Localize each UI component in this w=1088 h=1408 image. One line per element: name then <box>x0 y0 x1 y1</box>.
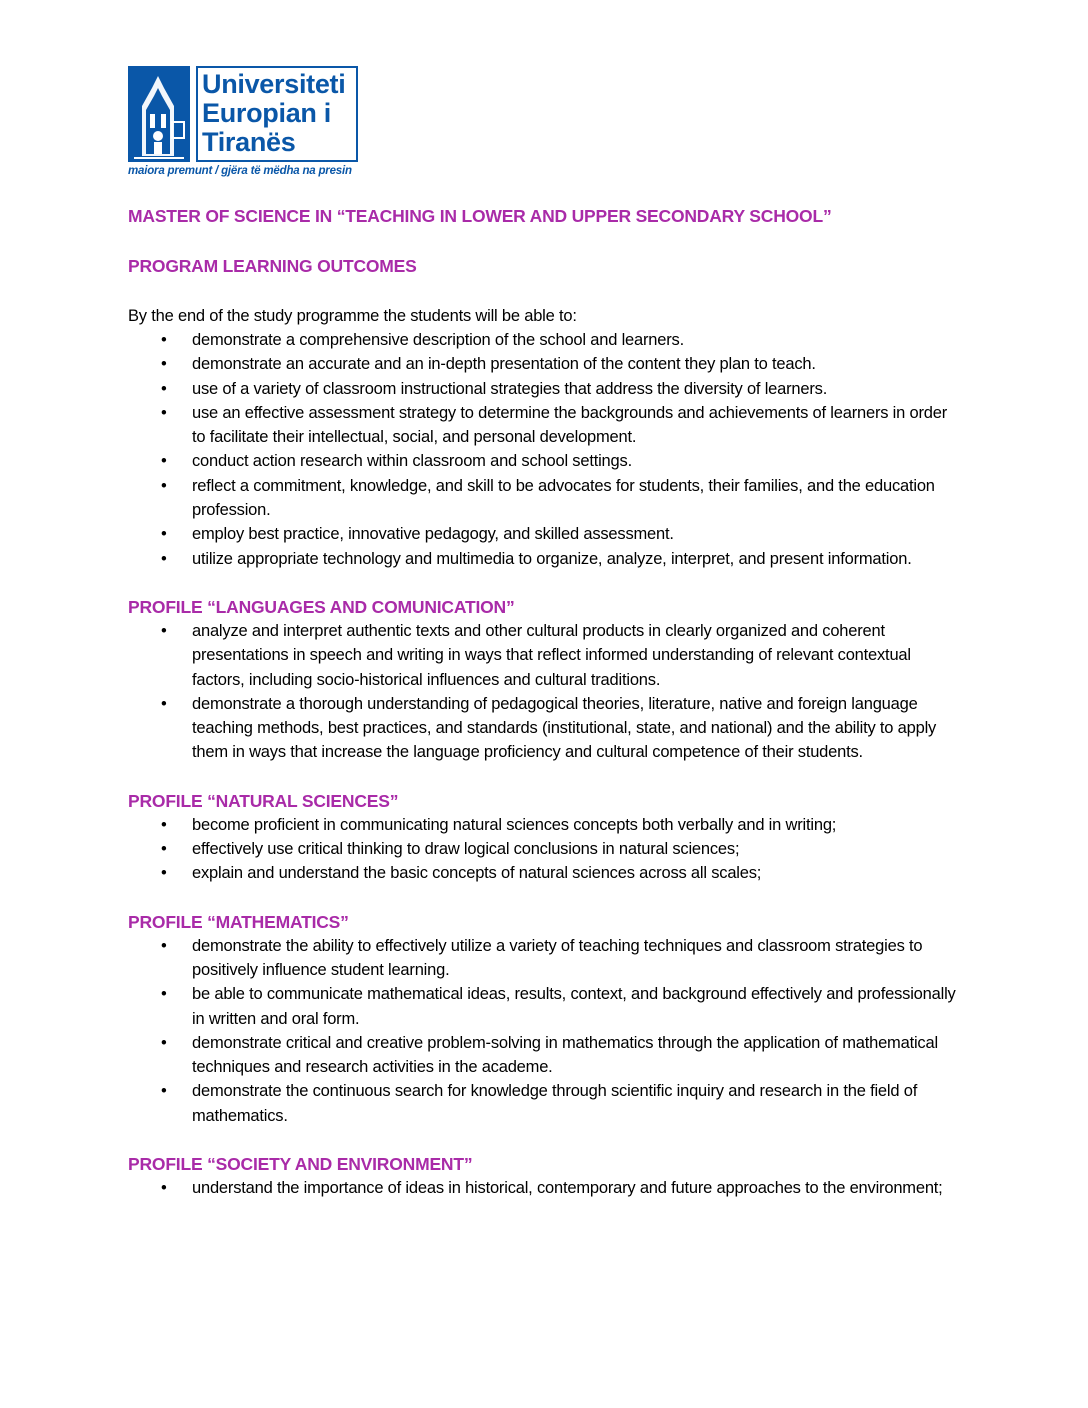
list-item <box>128 982 958 1031</box>
bullet-icon: • <box>161 1082 167 1101</box>
bullet-icon: • <box>161 815 167 834</box>
profile-society-environment-heading: PROFILE “SOCIETY AND ENVIRONMENT” <box>128 1154 473 1175</box>
bullet-icon: • <box>161 379 167 398</box>
list-item-text: demonstrate a thorough understanding of pedagogical theories, literature, native and foreign language teaching methods, best practices, and standards (institutional, state, and national) and the ability to apply them in ways that increase the language proficiency and cultural competence of their students. <box>192 694 937 762</box>
list-item <box>128 692 958 765</box>
logo-wordmark <box>196 66 358 162</box>
list-item-text: utilize appropriate technology and multimedia to organize, analyze, interpret, and present information. <box>192 549 912 568</box>
logo-motto: maiora premunt / gjëra të mëdha na presin <box>128 165 352 177</box>
bullet-icon: • <box>161 476 167 495</box>
document-body <box>128 204 958 1200</box>
university-logo <box>128 66 364 180</box>
plo-intro: By the end of the study programme the students will be able to: <box>128 307 577 325</box>
bullet-icon: • <box>161 452 167 471</box>
list-item <box>128 619 958 692</box>
profile-mathematics-list <box>128 934 958 1128</box>
bullet-icon: • <box>161 864 167 883</box>
list-item-text: demonstrate critical and creative problem-solving in mathematics through the application of mathematical techniques and research activities in the academe. <box>192 1033 938 1077</box>
list-item-text: explain and understand the basic concepts of natural sciences across all scales; <box>192 864 762 883</box>
logo-line-2: Europian i <box>202 98 332 128</box>
list-item <box>128 934 958 983</box>
logo-line-3: Tiranës <box>202 127 296 157</box>
bullet-icon: • <box>161 525 167 544</box>
list-item-text: analyze and interpret authentic texts and other cultural products in clearly organized and coherent presentations in speech and writing in ways that reflect informed understanding of relevant contextual factors, including socio-historical influences and cultural traditions. <box>192 621 911 689</box>
list-item-text: employ best practice, innovative pedagogy, and skilled assessment. <box>192 525 674 544</box>
list-item <box>128 522 958 546</box>
list-item-text: use of a variety of classroom instructional strategies that address the diversity of learners. <box>192 379 828 398</box>
bullet-icon: • <box>161 1033 167 1052</box>
bullet-icon: • <box>161 840 167 859</box>
list-item <box>128 352 958 376</box>
list-item-text: effectively use critical thinking to draw logical conclusions in natural sciences; <box>192 840 740 859</box>
list-item <box>128 449 958 473</box>
bullet-icon: • <box>161 621 167 640</box>
bullet-icon: • <box>161 355 167 374</box>
bullet-icon: • <box>161 936 167 955</box>
bullet-icon: • <box>161 331 167 349</box>
list-item-text: be able to communicate mathematical ideas, results, context, and background effectively and professionally in written and oral form. <box>192 985 956 1028</box>
profile-society-environment-list <box>128 1176 958 1200</box>
list-item <box>128 377 958 401</box>
list-item-text: demonstrate the continuous search for knowledge through scientific inquiry and research in the field of mathematics. <box>192 1082 918 1125</box>
bullet-icon: • <box>161 985 167 1004</box>
list-item-text: reflect a commitment, knowledge, and skill to be advocates for students, their families, and the education profession. <box>192 476 935 520</box>
list-item-text: demonstrate the ability to effectively utilize a variety of teaching techniques and classroom strategies to positively influence student learning. <box>192 936 923 979</box>
profile-languages-heading: PROFILE “LANGUAGES AND COMUNICATION” <box>128 596 515 617</box>
list-item-text: become proficient in communicating natural sciences concepts both verbally and in writing; <box>192 815 837 834</box>
bullet-icon: • <box>161 1179 167 1198</box>
bullet-icon: • <box>161 403 167 422</box>
bullet-icon: • <box>161 694 167 713</box>
logo-line-1: Universiteti <box>202 69 346 99</box>
list-item <box>128 547 958 571</box>
list-item-text: use an effective assessment strategy to determine the backgrounds and achievements of learners in order to facilitate their intellectual, social, and personal development. <box>192 403 948 447</box>
list-item <box>128 837 958 861</box>
list-item-text: demonstrate a comprehensive description of the school and learners. <box>192 331 684 349</box>
list-item <box>128 1079 958 1128</box>
bullet-icon: • <box>161 549 167 568</box>
plo-list <box>128 328 958 571</box>
list-item <box>128 1176 958 1200</box>
master-title: MASTER OF SCIENCE IN “TEACHING IN LOWER AND UPPER SECONDARY SCHOOL” <box>128 206 832 226</box>
profile-natural-sciences-heading: PROFILE “NATURAL SCIENCES” <box>128 790 399 811</box>
logo-emblem-icon <box>128 66 190 162</box>
plo-heading: PROGRAM LEARNING OUTCOMES <box>128 256 417 276</box>
list-item <box>128 474 958 523</box>
list-item-text: demonstrate an accurate and an in-depth presentation of the content they plan to teach. <box>192 355 816 374</box>
profile-natural-sciences-list <box>128 813 958 886</box>
list-item <box>128 861 958 885</box>
profile-languages-list <box>128 619 958 765</box>
list-item-text: conduct action research within classroom and school settings. <box>192 452 632 471</box>
list-item <box>128 401 958 450</box>
profile-mathematics-heading: PROFILE “MATHEMATICS” <box>128 911 349 932</box>
list-item-text: understand the importance of ideas in historical, contemporary and future approaches to the environment; <box>192 1179 943 1198</box>
list-item <box>128 1031 958 1080</box>
list-item <box>128 328 958 352</box>
list-item <box>128 813 958 837</box>
